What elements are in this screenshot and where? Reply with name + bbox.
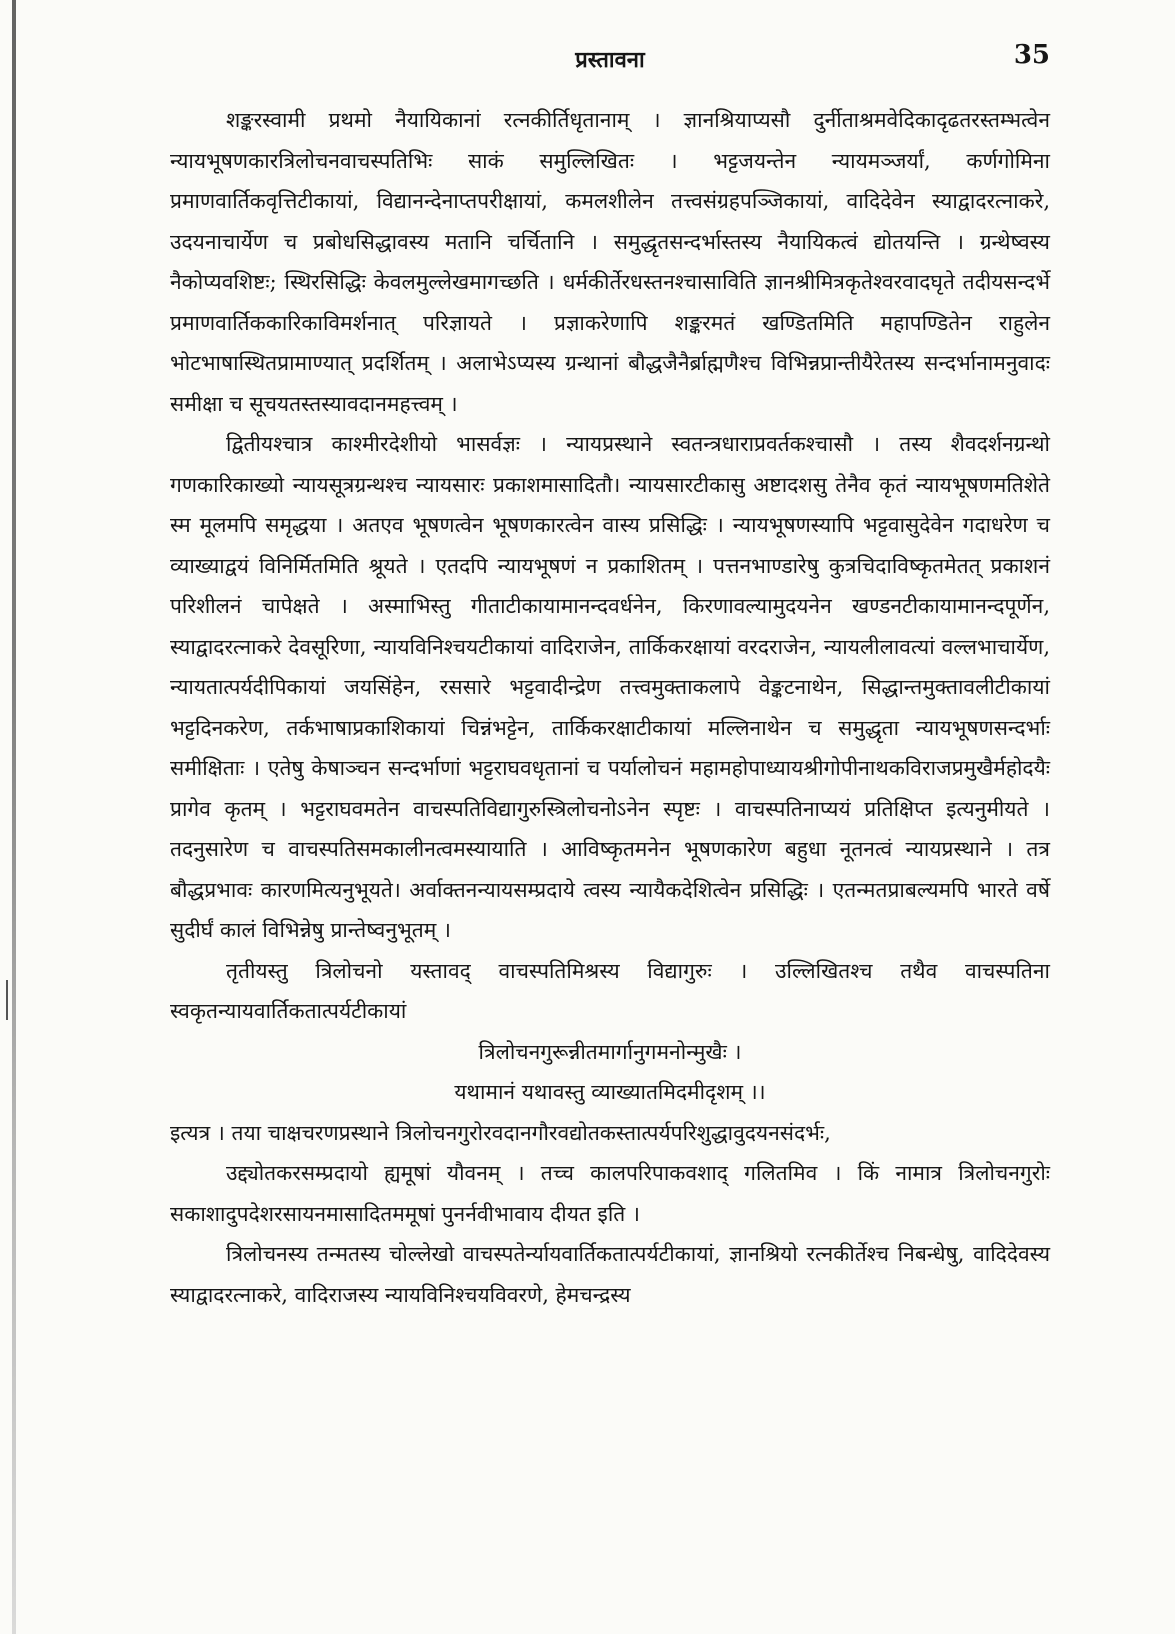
verse-line-2: यथामानं यथावस्तु व्याख्यातमिदमीदृशम् ।। <box>454 1080 766 1104</box>
page-header <box>170 40 1050 80</box>
page-number: 35 <box>1013 40 1050 70</box>
paragraph-1: शङ्करस्वामी प्रथमो नैयायिकानां रत्नकीर्तिधृतानाम् । ज्ञानश्रियाप्यसौ दुर्नीताश्रमवेदिकादृढतरस्तम्भत्वेन न्यायभूषणकारत्रिलोचनवाचस्पतिभिः साकं समुल्लिखितः । भट्टजयन्तेन न्यायमञ्जर्यां, कर्णगोमिना प्रमाणवार्तिकवृत्तिटीकायां, विद्यानन्देनाप्तपरीक्षायां, कमलशीलेन तत्त्वसंग्रहपञ्जिकायां, वादिदेवेन स्याद्वादरत्नाकरे, उदयनाचार्येण च प्रबोधसिद्धावस्य मतानि चर्चितानि । समुद्धृतसन्दर्भास्तस्य नैयायिकत्वं द्योतयन्ति । ग्रन्थेष्वस्य नैकोप्यवशिष्टः; स्थिरसिद्धिः केवलमुल्लेखमागच्छति । धर्मकीर्तेरधस्तनश्चासाविति ज्ञानश्रीमित्रकृतेश्वरवादघृते तदीयसन्दर्भे प्रमाणवार्तिककारिकाविमर्शनात् परिज्ञायते । प्रज्ञाकरेणापि शङ्करमतं खण्डितमिति महापण्डितेन राहुलेन भोटभाषास्थितप्रामाण्यात् प्रदर्शितम् । अलाभेऽप्यस्य ग्रन्थानां बौद्धजैनैर्ब्राह्मणैश्च विभिन्नप्रान्तीयैरेतस्य सन्दर्भानामनुवादः समीक्षा च सूचयतस्तस्यावदानमहत्त्वम् । <box>170 108 1050 416</box>
scan-binding-edge <box>12 0 16 1634</box>
page-body <box>170 100 1050 1315</box>
paragraph-final: त्रिलोचनस्य तन्मतस्य चोल्लेखो वाचस्पतेर्न्यायवार्तिकतात्पर्यटीकायां, ज्ञानश्रियो रत्नकीर्तेश्च निबन्धेषु, वादिदेवस्य स्याद्वादरत्नाकरे, वादिराजस्य न्यायविनिश्चयविवरणे, हेमचन्द्रस्य <box>170 1242 1050 1307</box>
quote-paragraph: उद्द्योतकरसम्प्रदायो ह्यमूषां यौवनम् । तच्च कालपरिपाकवशाद् गलितमिव । किं नामात्र त्रिलोचनगुरोः सकाशादुपदेशरसायनमासादितममूषां पुनर्नवीभावाय दीयत इति । <box>170 1161 1050 1226</box>
paragraph-2: द्वितीयश्चात्र काश्मीरदेशीयो भासर्वज्ञः । न्यायप्रस्थाने स्वतन्त्रधाराप्रवर्तकश्चासौ । तस्य शैवदर्शनग्रन्थो गणकारिकाख्यो न्यायसूत्रग्रन्थश्च न्यायसारः प्रकाशमासादितौ। न्यायसारटीकासु अष्टादशसु तेनैव कृतं न्यायभूषणमतिशेते स्म मूलमपि समृद्धया । अतएव भूषणत्वेन भूषणकारत्वेन वास्य प्रसिद्धिः । न्यायभूषणस्यापि भट्टवासुदेवेन गदाधरेण च व्याख्याद्वयं विनिर्मितमिति श्रूयते । एतदपि न्यायभूषणं न प्रकाशितम् । पत्तनभाण्डारेषु कुत्रचिदाविष्कृतमेतत् प्रकाशनं परिशीलनं चापेक्षते । अस्माभिस्तु गीताटीकायामानन्दवर्धनेन, किरणावल्यामुदयनेन खण्डनटीकायामानन्दपूर्णेन, स्याद्वादरत्नाकरे देवसूरिणा, न्यायविनिश्चयटीकायां वादिराजेन, तार्किकरक्षायां वरदराजेन, न्यायलीलावत्यां वल्लभाचार्येण, न्यायतात्पर्यदीपिकायां जयसिंहेन, रससारे भट्टवादीन्द्रेण तत्त्वमुक्ताकलापे वेङ्कटनाथेन, सिद्धान्तमुक्तावलीटीकायां भट्टदिनकरेण, तर्कभाषाप्रकाशिकायां चिन्नंभट्टेन, तार्किकरक्षाटीकायां मल्लिनाथेन च समुद्धृता न्यायभूषणसन्दर्भाः समीक्षिताः । एतेषु केषाञ्चन सन्दर्भाणां भट्टराघवधृतानां च पर्यालोचनं महामहोपाध्यायश्रीगोपीनाथकविराजप्रमुखैर्महोदयैः प्रागेव कृतम् । भट्टराघवमतेन वाचस्पतिविद्यागुरुस्त्रिलोचनोऽनेन स्पृष्टः । वाचस्पतिनाप्ययं प्रतिक्षिप्त इत्यनुमीयते । तदनुसारेण च वाचस्पतिसमकालीनत्वमस्यायाति । आविष्कृतमनेन भूषणकारेण बहुधा नूतनत्वं न्यायप्रस्थाने । तत्र बौद्धप्रभावः कारणमित्यनुभूयते। अर्वाक्तनन्यायसम्प्रदाये त्वस्य न्यायैकदेशित्वेन प्रसिद्धिः । एतन्मतप्राबल्यमपि भारते वर्षे सुदीर्घं कालं विभिन्नेषु प्रान्तेष्वनुभूतम् । <box>170 432 1050 942</box>
page-title: प्रस्तावना <box>575 47 645 73</box>
continuation-line: इत्यत्र । तया चाक्षचरणप्रस्थाने त्रिलोचनगुरोरवदानगौरवद्योतकस्तात्पर्यपरिशुद्धावुदयनसंदर्भः, <box>170 1120 831 1145</box>
paragraph-3: तृतीयस्तु त्रिलोचनो यस्तावद् वाचस्पतिमिश्रस्य विद्यागुरुः । उल्लिखितश्च तथैव वाचस्पतिना स्वकृतन्यायवार्तिकतात्पर्यटीकायां <box>170 958 1050 1023</box>
scan-mark <box>6 980 8 1020</box>
verse-line-1: त्रिलोचनगुरून्नीतमार्गानुगमनोन्मुखैः । <box>478 1039 742 1064</box>
